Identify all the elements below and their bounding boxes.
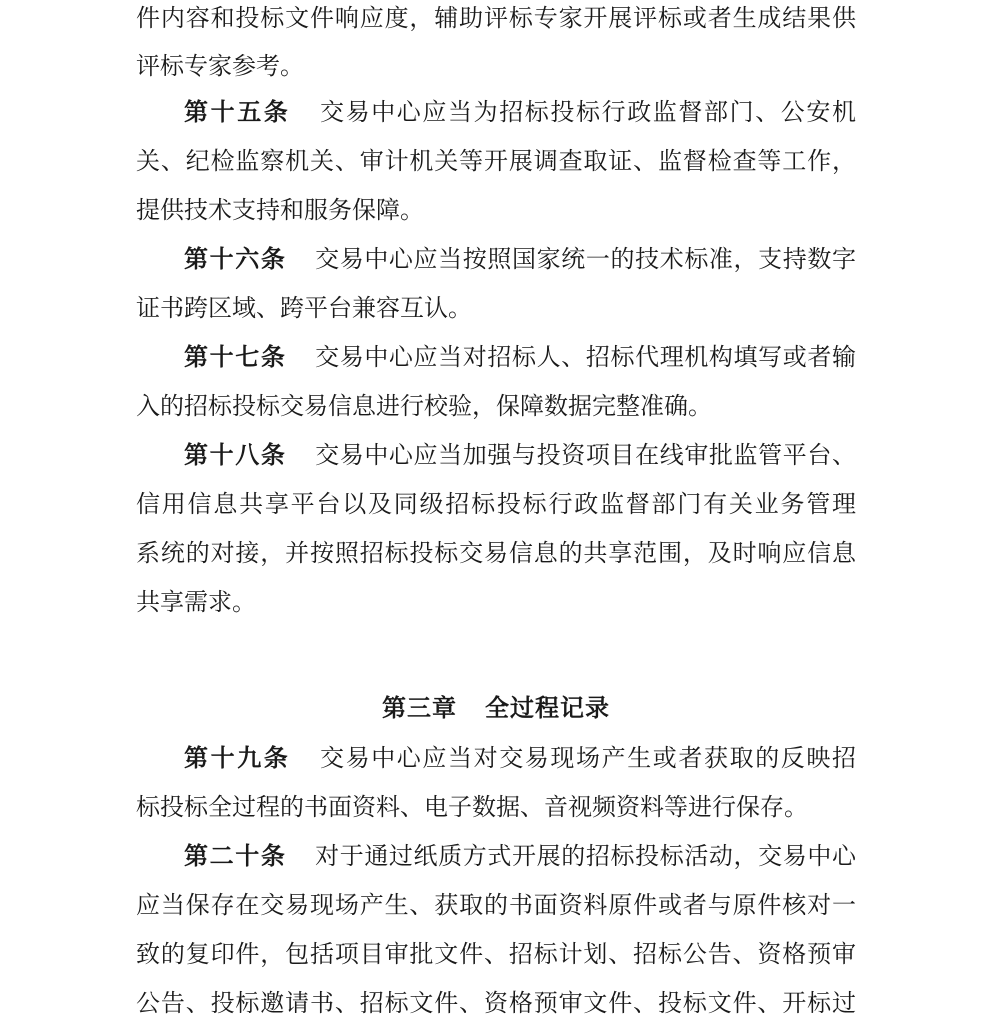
chapter-number: 第三章 <box>382 694 457 722</box>
article-number: 第十五条 <box>184 98 291 126</box>
text-line: 提供技术支持和服务保障。 <box>136 196 424 224</box>
text-line: 公告、投标邀请书、招标文件、资格预审文件、投标文件、开标过 <box>136 989 856 1017</box>
article-18-first-line <box>184 435 856 475</box>
chapter-title: 全过程记录 <box>485 694 610 722</box>
article-17-first-line <box>184 337 856 377</box>
article-number: 第十八条 <box>184 441 287 469</box>
article-number: 第十九条 <box>184 744 291 772</box>
article-number: 第十六条 <box>184 245 287 273</box>
article-number: 第二十条 <box>184 842 287 870</box>
text-line: 入的招标投标交易信息进行校验，保障数据完整准确。 <box>136 392 712 420</box>
text-line: 应当保存在交易现场产生、获取的书面资料原件或者与原件核对一 <box>136 891 856 919</box>
article-20-first-line <box>184 836 856 876</box>
text-line: 评标专家参考。 <box>136 52 304 80</box>
article-text: 交易中心应当按照国家统一的技术标准，支持数字 <box>314 245 856 273</box>
article-number: 第十七条 <box>184 343 287 371</box>
text-line: 致的复印件，包括项目审批文件、招标计划、招标公告、资格预审 <box>136 940 856 968</box>
text-line: 共享需求。 <box>136 588 256 616</box>
text-line: 关、纪检监察机关、审计机关等开展调查取证、监督检查等工作， <box>136 147 856 175</box>
article-19-first-line <box>184 738 856 778</box>
article-text: 交易中心应当为招标投标行政监督部门、公安机 <box>318 98 856 126</box>
text-line: 标投标全过程的书面资料、电子数据、音视频资料等进行保存。 <box>136 793 808 821</box>
article-text: 交易中心应当加强与投资项目在线审批监管平台、 <box>314 441 856 469</box>
article-text: 对于通过纸质方式开展的招标投标活动，交易中心 <box>314 842 856 870</box>
text-line: 证书跨区域、跨平台兼容互认。 <box>136 294 472 322</box>
article-15-first-line <box>184 92 856 132</box>
text-line: 系统的对接，并按照招标投标交易信息的共享范围，及时响应信息 <box>136 539 856 567</box>
article-16-first-line <box>184 239 856 279</box>
text-line: 信用信息共享平台以及同级招标投标行政监督部门有关业务管理 <box>136 490 856 518</box>
text-line: 件内容和投标文件响应度，辅助评标专家开展评标或者生成结果供 <box>136 4 856 32</box>
chapter-heading <box>0 688 992 728</box>
article-text: 交易中心应当对交易现场产生或者获取的反映招 <box>318 744 856 772</box>
article-text: 交易中心应当对招标人、招标代理机构填写或者输 <box>314 343 856 371</box>
